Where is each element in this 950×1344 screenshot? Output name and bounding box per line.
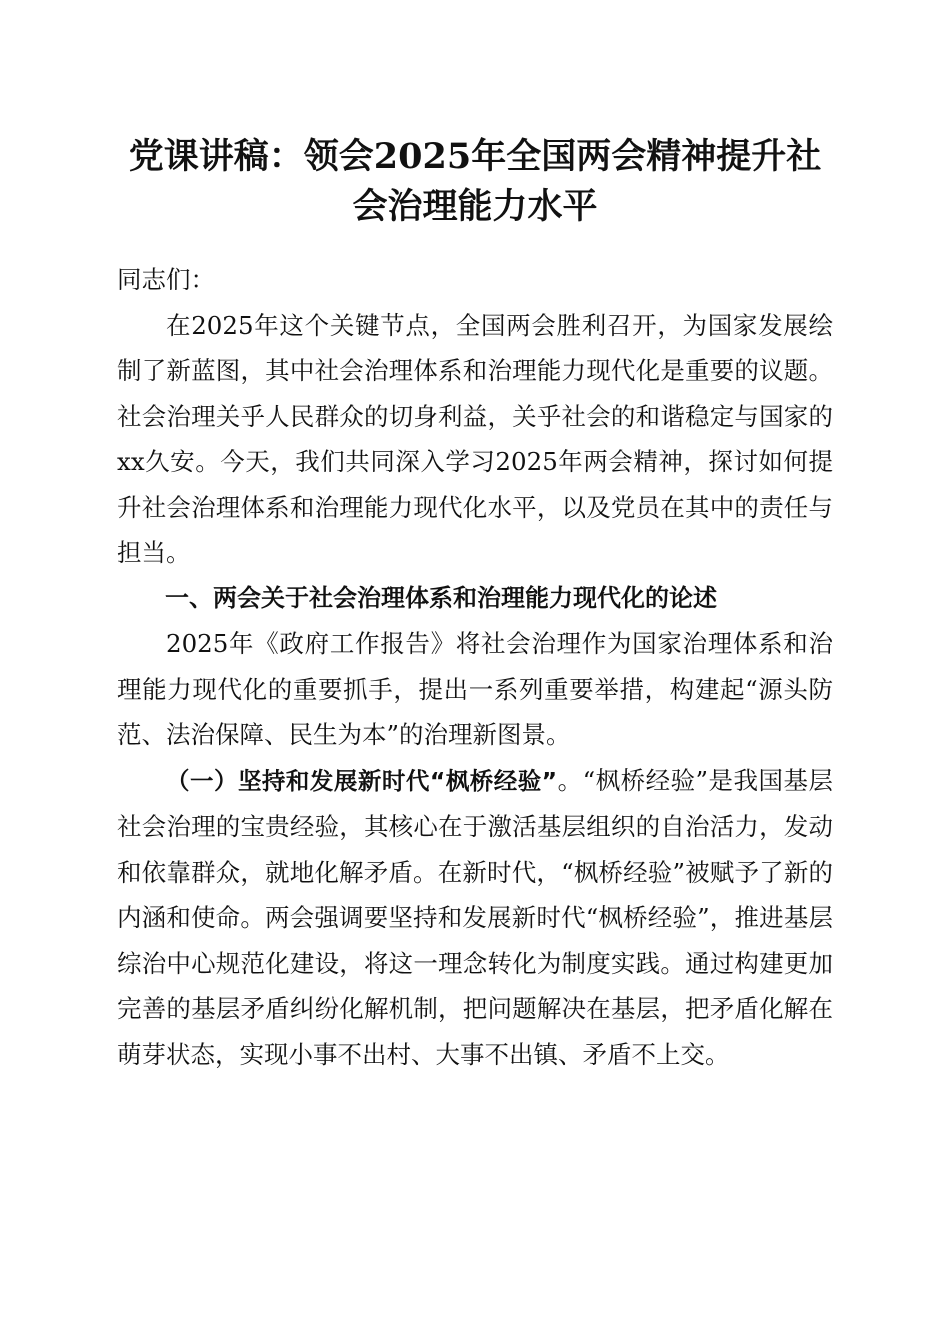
subsection-1-paragraph <box>117 758 833 1078</box>
subsection-1-body: 。“枫桥经验”是我国基层社会治理的宝贵经验，其核心在于激活基层组织的自治活力，发动和依靠群众，就地化解矛盾。在新时代，“枫桥经验”被赋予了新的内涵和使命。两会强调要坚持和发展新时代“枫桥经验”，推进基层综治中心规范化建设，将这一理念转化为制度实践。通过构建更加完善的基层矛盾纠纷化解机制，把问题解决在基层，把矛盾化解在萌芽状态，实现小事不出村、大事不出镇、矛盾不上交。 <box>117 765 833 1069</box>
title-line-1: 党课讲稿：领会2025年全国两会精神提升社 <box>128 136 822 177</box>
section-1-heading: 一、两会关于社会治理体系和治理能力现代化的论述 <box>165 583 717 612</box>
section-1-paragraph: 2025年《政府工作报告》将社会治理作为国家治理体系和治理能力现代化的重要抓手，提出一系列重要举措，构建起“源头防范、法治保障、民生为本”的治理新图景。 <box>117 629 833 749</box>
title-line-2: 会治理能力水平 <box>352 186 598 227</box>
greeting: 同志们： <box>117 265 215 294</box>
intro-paragraph: 在2025年这个关键节点，全国两会胜利召开，为国家发展绘制了新蓝图，其中社会治理体系和治理能力现代化是重要的议题。社会治理关乎人民群众的切身利益，关乎社会的和谐稳定与国家的xx久安。今天，我们共同深入学习2025年两会精神，探讨如何提升社会治理体系和治理能力现代化水平，以及党员在其中的责任与担当。 <box>117 310 833 567</box>
subsection-1-heading: （一）坚持和发展新时代“枫桥经验” <box>166 766 558 795</box>
document-title <box>90 132 860 232</box>
document-body <box>117 257 833 1077</box>
